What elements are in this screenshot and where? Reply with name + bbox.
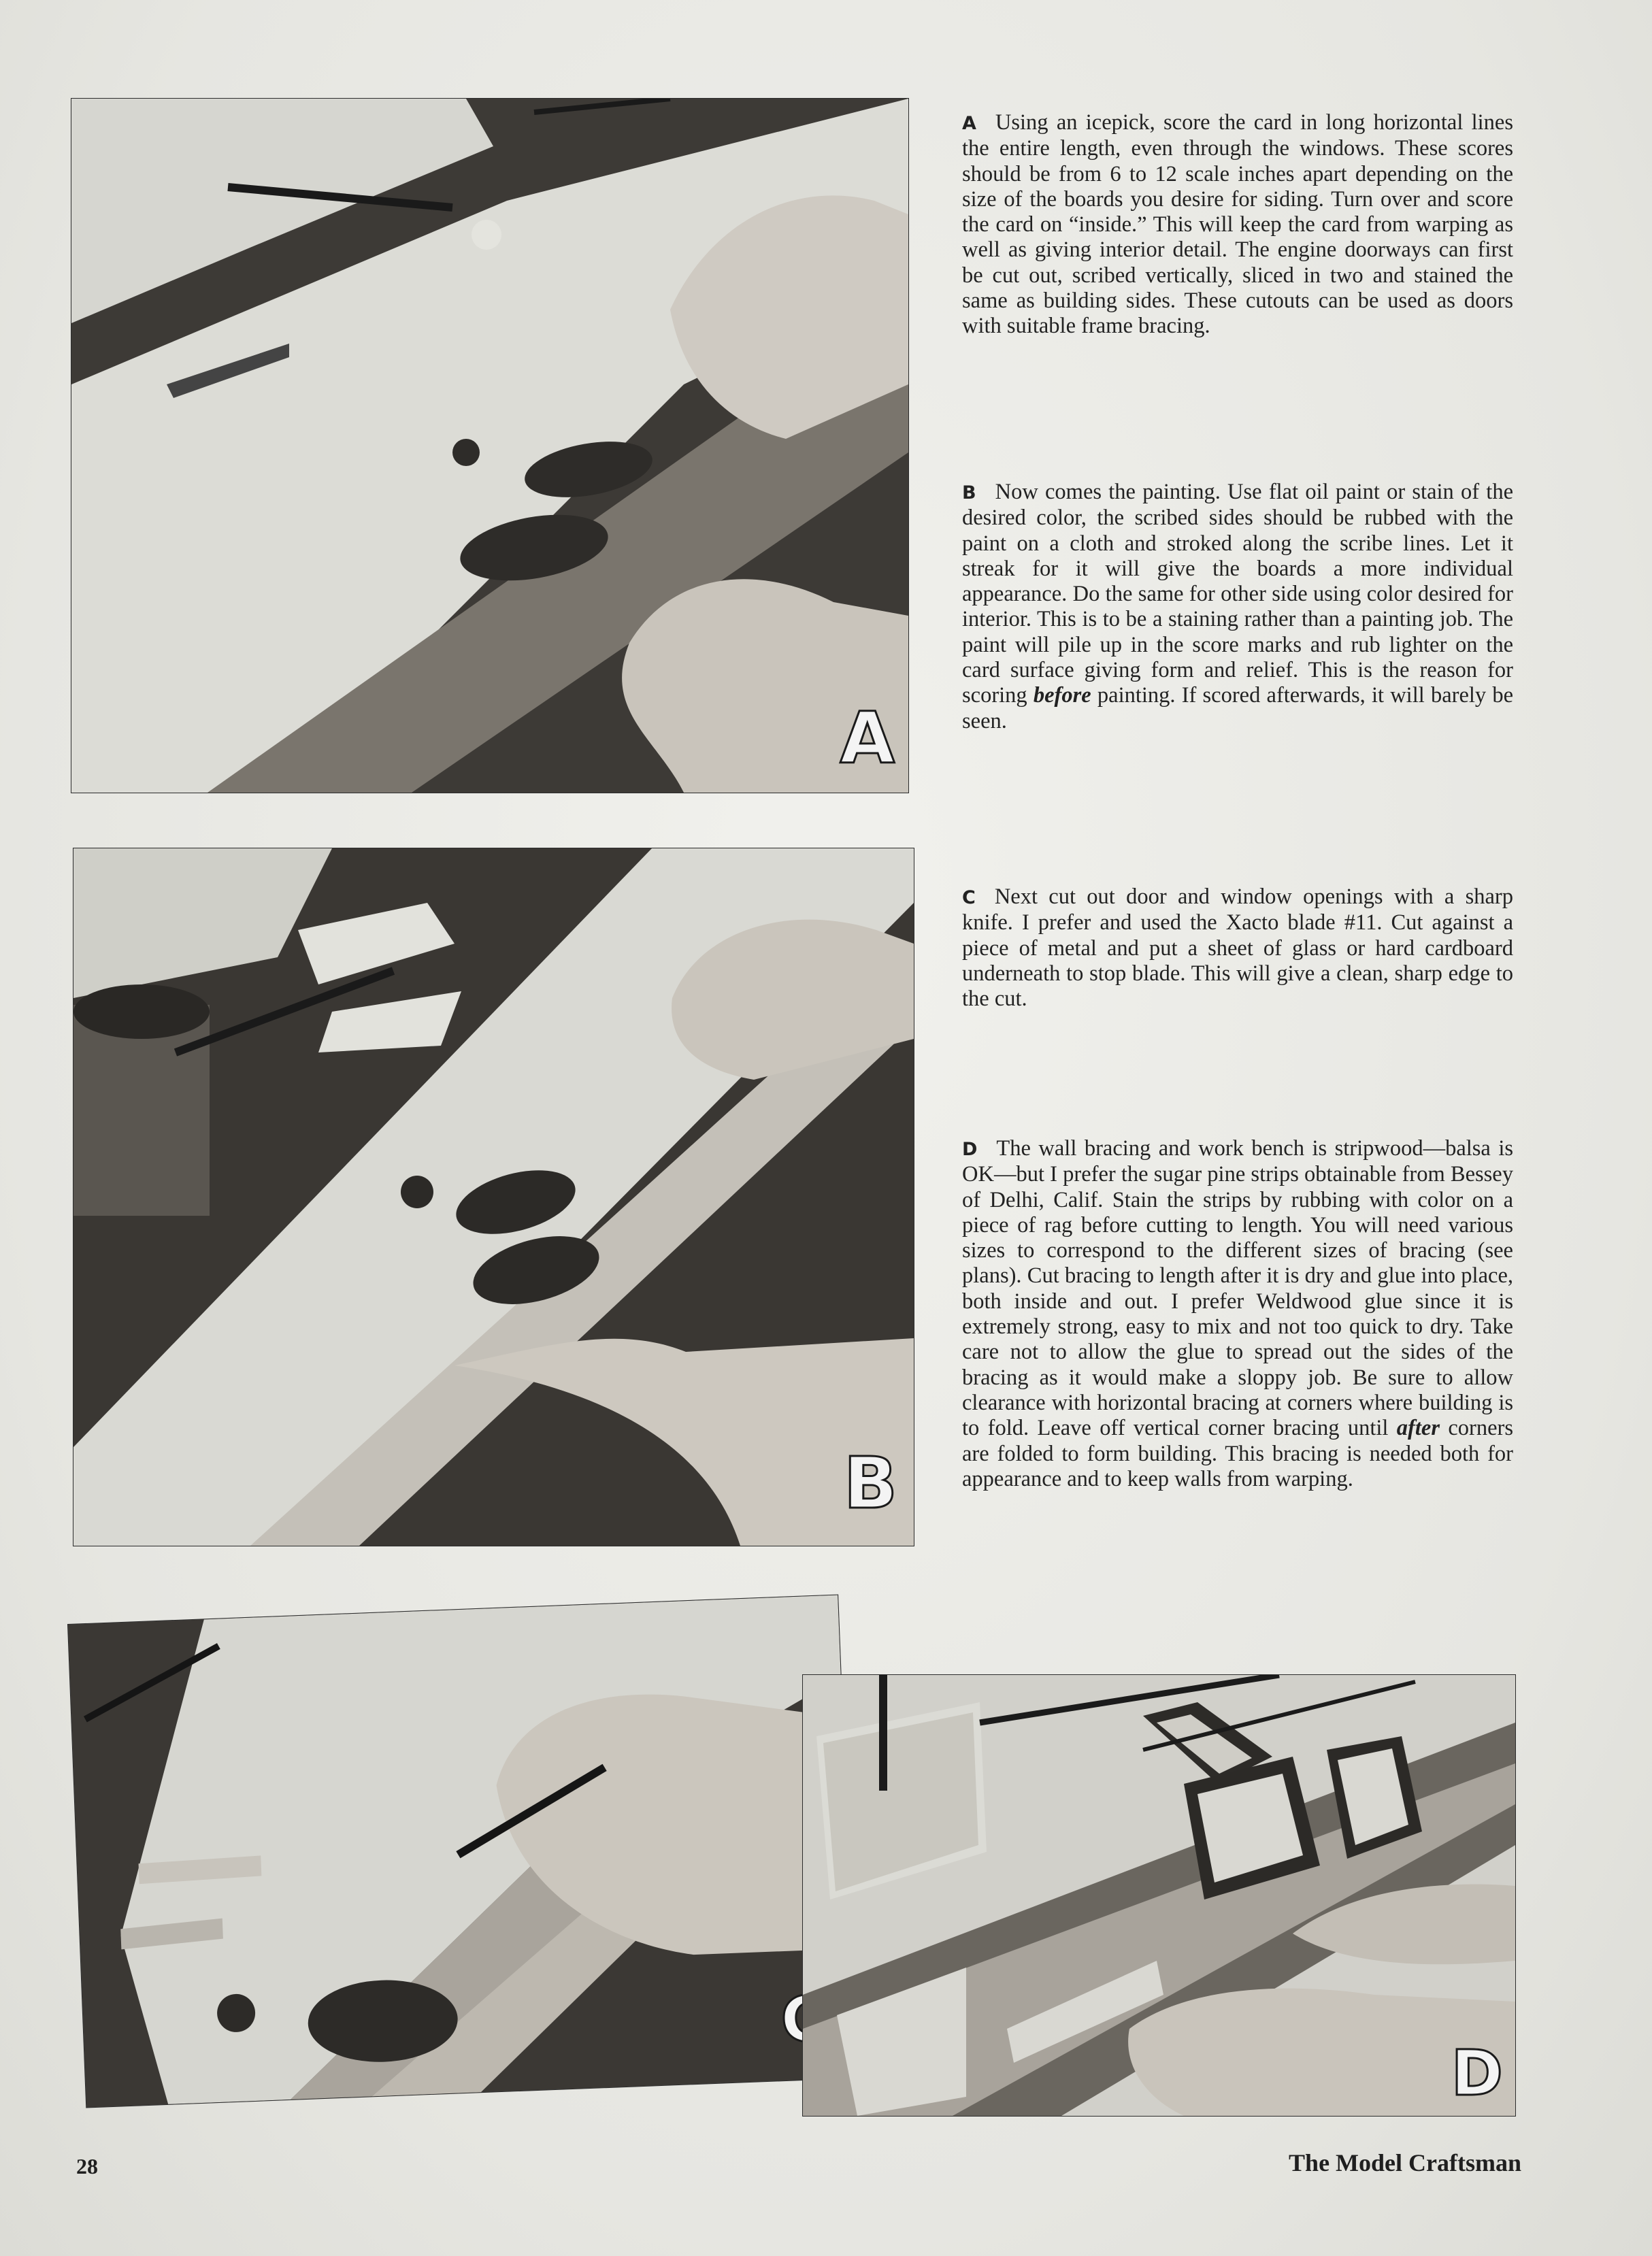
step-b-emphasis: before [1033,683,1091,708]
step-b-text-2: painting. If scored afterwards, it will barely be seen. [962,683,1514,733]
photo-d-label: D [1451,2037,1503,2110]
step-c-paragraph [962,884,1513,1012]
photo-a-illustration [71,99,908,793]
step-a-paragraph [962,110,1513,339]
photo-a [71,99,908,793]
magazine-title: The Model Craftsman [1289,2149,1521,2176]
photo-d [803,1675,1515,2116]
step-b-letter: B [962,482,976,503]
step-a-text: Using an icepick, score the card in long horizontal lines the entire length, even through the windows. These scores should be from 6 to 12 scale inches apart depending on the size of the boards you desire for siding. Turn over and score the card on “inside.” This will keep the card from warping as well as giving interior detail. The engine doorways can first be cut out, scribed vertically, sliced in two and stained the same as building sides. These cutouts can be used as doors with suitable frame bracing. [962,110,1513,339]
photo-b [73,848,914,1546]
step-a-letter: A [962,113,976,134]
step-d-text-2: corners are folded to form building. This bracing is needed both for appearance and to keep walls from warping. [962,1416,1513,1491]
step-b-paragraph [962,480,1513,734]
photo-c-illustration [68,1595,856,2108]
page-number: 28 [76,2154,98,2178]
step-d-letter: D [962,1139,978,1160]
step-d-emphasis: after [1396,1416,1440,1441]
photo-c [68,1595,856,2108]
step-c-letter: C [962,887,976,908]
step-d-paragraph [962,1136,1513,1492]
step-c-text: Next cut out door and window openings with a sharp knife. I prefer and used the Xacto blade #11. Cut against a piece of metal and put a sheet of glass or hard cardboard underneath to stop blade. This will give a clean, sharp edge to the cut. [962,884,1513,1012]
step-b-text-1: Now comes the painting. Use flat oil paint or stain of the desired color, the scribed sides should be rubbed with the paint on a cloth and stroked along the scribe lines. Let it streak for it will give the boards a more individual appearance. Do the same for other side using color desired for interior. This is to be a staining rather than a painting job. The paint will pile up in the score marks and rub lighter on the card surface giving form and relief. This is the reason for scoring [962,480,1513,708]
photo-d-illustration [803,1675,1515,2116]
photo-a-label: A [840,697,895,780]
photo-b-illustration [73,848,914,1546]
photo-b-label: B [843,1442,897,1525]
step-d-text-1: The wall bracing and work bench is stripwood—balsa is OK—but I prefer the sugar pine strips obtainable from Bessey of Delhi, Calif. Stain the strips by rubbing with color on a piece of rag before cutting to length. You will need various sizes to correspond to the different sizes of bracing (see plans). Cut bracing to length after it is dry and glue into place, both inside and out. I prefer Weldwood glue since it is extremely strong, easy to mix and not too quick to dry. Take care not to allow the glue to spread out the sides of the bracing as it would make a sloppy job. Be sure to allow clearance with horizontal bracing at corners where building is to fold. Leave off vertical corner bracing until [962,1136,1513,1441]
